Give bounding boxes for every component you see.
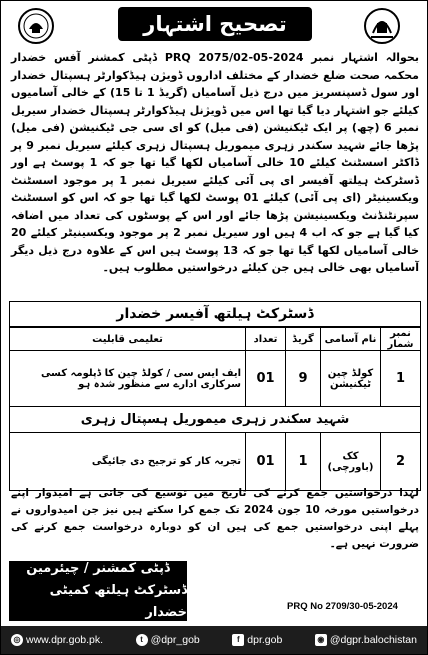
signature-line-2: ڈسٹرکٹ ہیلتھ کمیٹی خضدار [49,583,187,620]
header-grade: گریڈ [286,328,321,351]
header-count: تعداد [246,328,286,351]
section-title-dho: ڈسٹرکٹ ہیلتھ آفیسر خضدار [9,301,421,327]
header-name: نام آسامی [321,328,381,351]
twitter-icon: t [136,634,148,646]
table-row [10,351,421,407]
row-count: 01 [246,433,286,491]
row-qualification: ایف ایس سی / کولڈ چین کا ڈپلومہ کسی سرکاری ادارے سے منظور شدہ ہو [10,351,246,407]
row-sno: 1 [381,351,421,407]
row-grade: 9 [286,351,321,407]
instagram-icon: ◉ [315,634,327,646]
signature-line-1: ڈپٹی کمشنر / چیئرمین [26,561,170,576]
instagram-text: @dgpr.balochistan [329,634,417,646]
twitter-text: @dpr_gob [150,634,200,646]
footer-paragraph: لہٰذا درخواستیں جمع کرنے کی تاریخ میں توسیع کی جاتی ہے امیدوار اپنے درخواستیں مورخہ 10 جون 2024 تک جمع کرا سکتے ہیں نیز جن امیدواروں نے پہلے اپنی درخواستیں جمع کی ہیں ان کو دوبارہ درخواست جمع کرنے کی ضرورت نہیں ہے۔ [11,487,419,550]
signature-block [9,561,187,621]
header-qualification: تعلیمی قابلیت [10,328,246,351]
website-link[interactable] [11,634,103,646]
facebook-link[interactable] [232,634,282,646]
section-row-hospital [10,407,421,433]
facebook-icon: f [232,634,244,646]
prq-number: PRQ No 2709/30-05-2024 [287,601,398,612]
facebook-text: dpr.gob [247,634,283,646]
row-name: کولڈ چین ٹیکنیشن [321,351,381,407]
district-logo-icon [17,7,55,45]
instagram-link[interactable] [315,634,417,646]
header [1,5,428,45]
row-sno: 2 [381,433,421,491]
header-sno: نمبر شمار [381,328,421,351]
table-header-row [10,328,421,351]
globe-icon: ◎ [11,634,23,646]
page-title: تصحیح اشتہار [118,7,312,41]
social-bar [1,626,427,654]
row-grade: 1 [286,433,321,491]
table-row [10,433,421,491]
row-count: 01 [246,351,286,407]
balochistan-emblem-icon [363,7,401,45]
twitter-link[interactable] [136,634,200,646]
row-qualification: تجربہ کار کو ترجیح دی جائیگی [10,433,246,491]
website-text: www.dpr.gob.pk. [26,634,104,646]
posts-table [9,327,421,491]
row-name: کک (باورچی) [321,433,381,491]
section-title-hospital: شہید سکندر زہری میموریل ہسپتال زہری [10,407,421,433]
intro-paragraph: بحوالہ اشتہار نمبر PRQ 2075/02-05-2024 ڈپٹی کمشنر آفس خضدار محکمہ صحت ضلع خضدار کے مختلف اداروں ڈویژن ہیڈکوارٹر ہسپتال خضدار اور سول ڈسپنسریز میں درج ذیل آسامیاں (گریڈ 1 تا 15) کے خالی آسامیوں کیلئے جو اشتہار دیا گیا تھا اس میں ڈویژنل ہیڈکوارٹر ہسپتال خضدار سیریل نمبر 6 (چھ) پر ایک ٹیکنیشن (فی میل) کو ای سی جی ٹیکنیشن (فی میل) پڑھا جائے شہید سکندر زہری میموریل ہسپتال زہری کیلئے سیریل نمبر 9 پر ڈاکٹر اسسٹنٹ کیلئے 10 خالی آسامیاں لکھا گیا تھا جو کہ 1 پوسٹ ہے اور ڈسٹرکٹ ہیلتھ آفیسر ای پی آئی کیلئے سیریل نمبر 1 پر موجود اسسٹنٹ ویکسینیٹر (ای پی آئی) کیلئے 01 پوسٹ لکھا گیا تھا جو کہ اس کو اسسٹنٹ سپرنٹنڈنٹ ویکسینیشن پڑھا جائے اور اس کے پوسٹوں کی تعداد میں اضافہ کیا گیا ہے جو کہ اب 4 ہیں اور سیریل نمبر 2 پر موجود ویکسینیٹر کیلئے 20 خالی آسامیاں لکھا گیا تھا جو کہ 13 پوسٹ ہیں اس کے علاوہ درج ذیل دیگر آسامیاں بھی خالی ہیں جن کیلئے درخواستیں مطلوب ہیں۔ [11,51,420,274]
